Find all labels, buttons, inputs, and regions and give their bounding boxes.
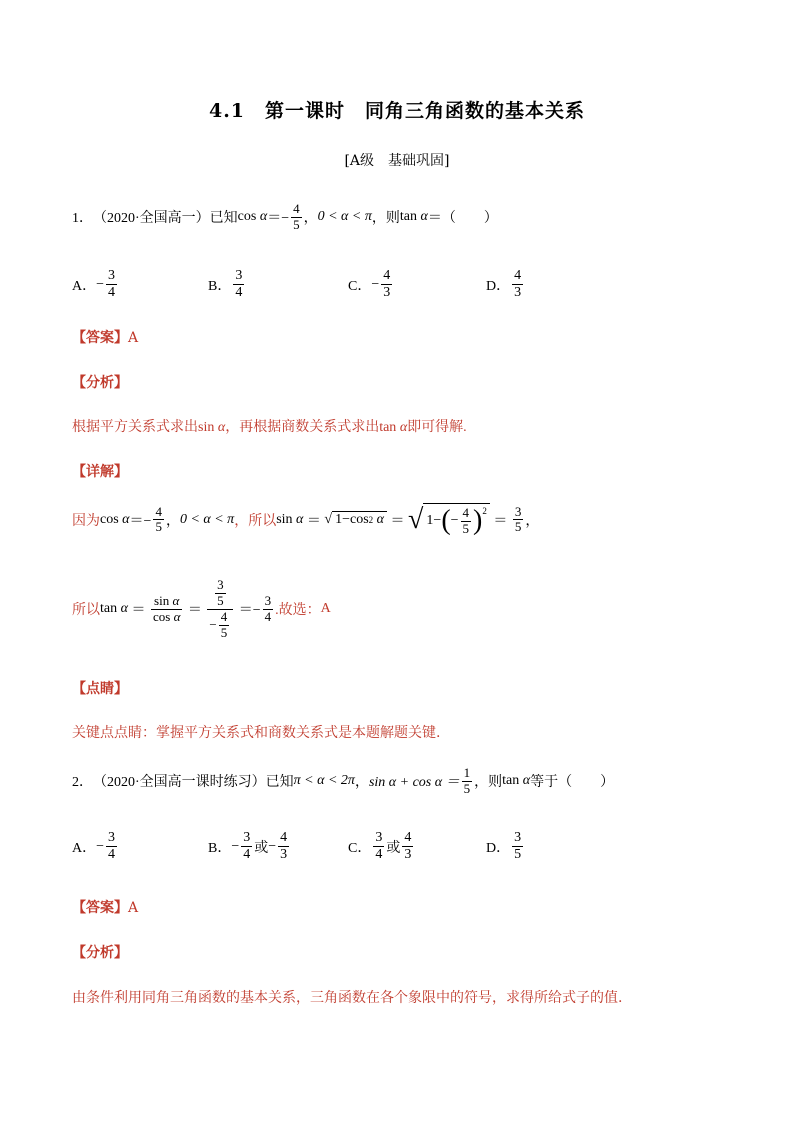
- detail-line-2: 所以 tan α ＝ $\frac{\text{sin α}}{\text{cos α}}$ ＝ $\frac{3}{5}$ − $\frac{4}{5}$ ＝− $\frac{3}{4}$ .故选： A: [72, 577, 331, 640]
- q2-answer-line: [72, 897, 138, 917]
- option-c[interactable]: [348, 268, 394, 301]
- point-tag: 【点睛】: [72, 681, 128, 697]
- numerator: 4: [220, 608, 228, 624]
- option-fraction: [106, 268, 117, 301]
- text-part: .故选：: [275, 603, 321, 619]
- numerator: 3: [243, 830, 251, 845]
- or-text: 或: [386, 840, 401, 856]
- q2-analysis-tag: 【分析】: [72, 945, 128, 961]
- alpha-symbol: α: [217, 420, 226, 435]
- sin-symbol: sin: [154, 592, 170, 608]
- fraction: [263, 594, 274, 625]
- numerator: 3: [514, 503, 522, 519]
- alpha-symbol: α: [420, 209, 428, 225]
- fraction: [513, 505, 524, 536]
- text-part: 因为: [72, 513, 100, 529]
- cos-symbol: cos: [100, 511, 119, 527]
- alpha-symbol: α: [376, 512, 385, 528]
- denominator: 4: [375, 847, 383, 863]
- numerator: 3: [235, 268, 243, 283]
- option-label: C．: [348, 840, 372, 856]
- text-part: 根据平方关系式求出: [72, 420, 198, 435]
- question-source: （2020·全国高一）已知: [93, 211, 238, 227]
- numerator: 4: [462, 505, 470, 520]
- text-part: ，再根据商数关系式求出: [225, 420, 380, 435]
- denominator: 3: [404, 847, 412, 863]
- fraction: [462, 766, 473, 797]
- answer-tag: 【答案】: [72, 330, 128, 346]
- text-part: 所以: [72, 603, 100, 619]
- question-ask: 等于（ ）: [530, 775, 615, 791]
- tan-symbol: tan: [502, 773, 520, 789]
- denominator: 3: [514, 285, 522, 301]
- exponent: 2: [482, 506, 487, 516]
- condition: 0 < α < π: [179, 511, 235, 527]
- denominator: 4: [243, 847, 251, 863]
- denominator: 4: [264, 608, 272, 624]
- fraction: [153, 505, 164, 536]
- option-b[interactable]: [208, 268, 246, 301]
- choose-answer: A: [320, 601, 331, 617]
- separator: ，: [165, 513, 180, 529]
- alpha-symbol: α: [172, 592, 180, 608]
- separator: ，: [303, 211, 318, 227]
- q2-option-c[interactable]: [348, 830, 415, 863]
- question-1: [72, 202, 498, 233]
- alpha-symbol: α: [120, 601, 128, 617]
- denominator: 4: [235, 285, 243, 301]
- analysis-tag: 【分析】: [72, 375, 128, 391]
- detail-tag: 【详解】: [72, 464, 128, 480]
- numerator: 4: [155, 503, 162, 519]
- alpha-symbol: α: [296, 511, 304, 527]
- alpha-symbol: α: [122, 511, 130, 527]
- denominator: 5: [514, 847, 522, 863]
- denominator: 5: [462, 520, 470, 536]
- fraction: [461, 506, 472, 537]
- page-title: 4.1 第一课时 同角三角函数的基本关系: [208, 100, 586, 122]
- alpha-symbol: α: [259, 209, 268, 225]
- alpha-symbol: α: [173, 608, 181, 624]
- option-label: C．: [348, 278, 372, 294]
- numerator: 4: [383, 268, 391, 283]
- option-label: B．: [208, 278, 232, 294]
- text-part: ，所以: [234, 513, 277, 529]
- numerator: 3: [217, 577, 224, 592]
- condition: 0 < α < π: [317, 209, 372, 225]
- option-label: A．: [72, 840, 97, 856]
- answer-line: [72, 327, 138, 347]
- question-number: 2．: [72, 775, 93, 791]
- point-text: 关键点点睛：掌握平方关系式和商数关系式是本题解题关键.: [72, 725, 441, 741]
- numerator: 1: [463, 765, 471, 780]
- tan-symbol: tan: [399, 209, 417, 225]
- text-part: 1−: [426, 513, 442, 529]
- text-part: 1−: [335, 512, 350, 528]
- option-sign: −: [371, 276, 380, 292]
- denominator: 3: [280, 847, 288, 863]
- or-text: 或: [254, 840, 269, 856]
- denominator: 4: [108, 847, 116, 863]
- question-source: （2020·全国高一课时练习）已知: [93, 775, 294, 791]
- option-fraction: [512, 268, 523, 301]
- option-a[interactable]: [72, 268, 119, 301]
- denominator: 5: [155, 519, 162, 535]
- option-label: B．: [208, 840, 232, 856]
- numerator: 4: [293, 201, 300, 216]
- option-sign: −: [96, 276, 105, 292]
- then-text: ，则: [371, 211, 400, 227]
- question-2: [72, 766, 614, 797]
- cos-symbol: cos: [152, 608, 171, 624]
- tan-symbol: tan: [379, 420, 397, 435]
- text-part: 即可得解.: [407, 420, 467, 435]
- numerator: 4: [404, 830, 412, 845]
- sqrt-expression-2: √ 1− ( − $\frac{4}{5}$ ) $^2$: [408, 503, 490, 537]
- option-fraction: [381, 268, 392, 301]
- question-number: 1．: [72, 211, 93, 227]
- option-label: D．: [486, 840, 511, 856]
- answer-value: A: [128, 330, 139, 346]
- q2-option-b[interactable]: B． − $\frac{3}{4}$ 或 − $\frac{4}{3}$: [208, 830, 288, 863]
- q2-option-a[interactable]: A． − $\frac{3}{4}$: [72, 830, 116, 863]
- fraction: [151, 594, 182, 625]
- option-fraction: [233, 268, 244, 301]
- then-text: ，则: [474, 775, 503, 791]
- sin-symbol: sin: [198, 420, 215, 435]
- denominator: 5: [514, 519, 522, 535]
- alpha-symbol: α: [399, 420, 408, 435]
- alpha-symbol: α: [522, 773, 531, 789]
- numerator: 3: [514, 830, 522, 845]
- question-ask: ＝（ ）: [427, 211, 498, 227]
- fraction: [291, 202, 302, 233]
- numerator: 4: [280, 830, 288, 845]
- cos-symbol: cos: [237, 209, 257, 225]
- analysis-text: [72, 416, 467, 436]
- q2-analysis-text: 由条件利用同角三角函数的基本关系，三角函数在各个象限中的符号，求得所给式子的值.: [72, 990, 623, 1006]
- answer-tag: 【答案】: [72, 900, 128, 916]
- equals-neg: ＝−: [129, 513, 152, 529]
- sqrt-expression: √ 1− cos 2 α: [324, 511, 387, 528]
- option-label: D．: [486, 278, 511, 294]
- numerator: 4: [514, 268, 522, 283]
- expression: sin α + cos α ＝: [368, 775, 460, 791]
- separator: ，: [354, 775, 369, 791]
- denominator: 5: [220, 624, 228, 640]
- denominator: 3: [383, 285, 391, 301]
- sin-symbol: sin: [276, 511, 293, 527]
- tan-symbol: tan: [100, 601, 118, 617]
- equals-neg: ＝−: [267, 211, 290, 227]
- option-label: A．: [72, 278, 97, 294]
- condition: π < α < 2π: [293, 773, 355, 789]
- numerator: 3: [108, 830, 116, 845]
- exponent: 2: [368, 515, 374, 526]
- detail-line-1: 因为 cos α ＝− $\frac{4}{5}$ ， 0 < α < π ，所以 sin α ＝ √ 1− cos 2 α ＝ √ 1− ( − $\frac{4}{5}$ ) $^2$ ＝ $\frac{3}{5}$ ，: [72, 503, 540, 537]
- cos-symbol: cos: [350, 512, 369, 528]
- answer-value: A: [128, 900, 139, 916]
- numerator: 3: [264, 592, 272, 608]
- compound-fraction: $\frac{3}{5}$ − $\frac{4}{5}$: [207, 578, 233, 641]
- denominator: 5: [463, 780, 471, 796]
- option-d[interactable]: [486, 268, 525, 301]
- denominator: 4: [108, 285, 116, 301]
- separator: ，: [525, 513, 540, 529]
- level-heading: [A级 基础巩固]: [344, 153, 450, 169]
- numerator: 3: [108, 268, 116, 283]
- q2-option-d[interactable]: [486, 830, 525, 863]
- numerator: 3: [375, 830, 383, 845]
- denominator: 5: [217, 592, 224, 608]
- denominator: 5: [293, 216, 300, 232]
